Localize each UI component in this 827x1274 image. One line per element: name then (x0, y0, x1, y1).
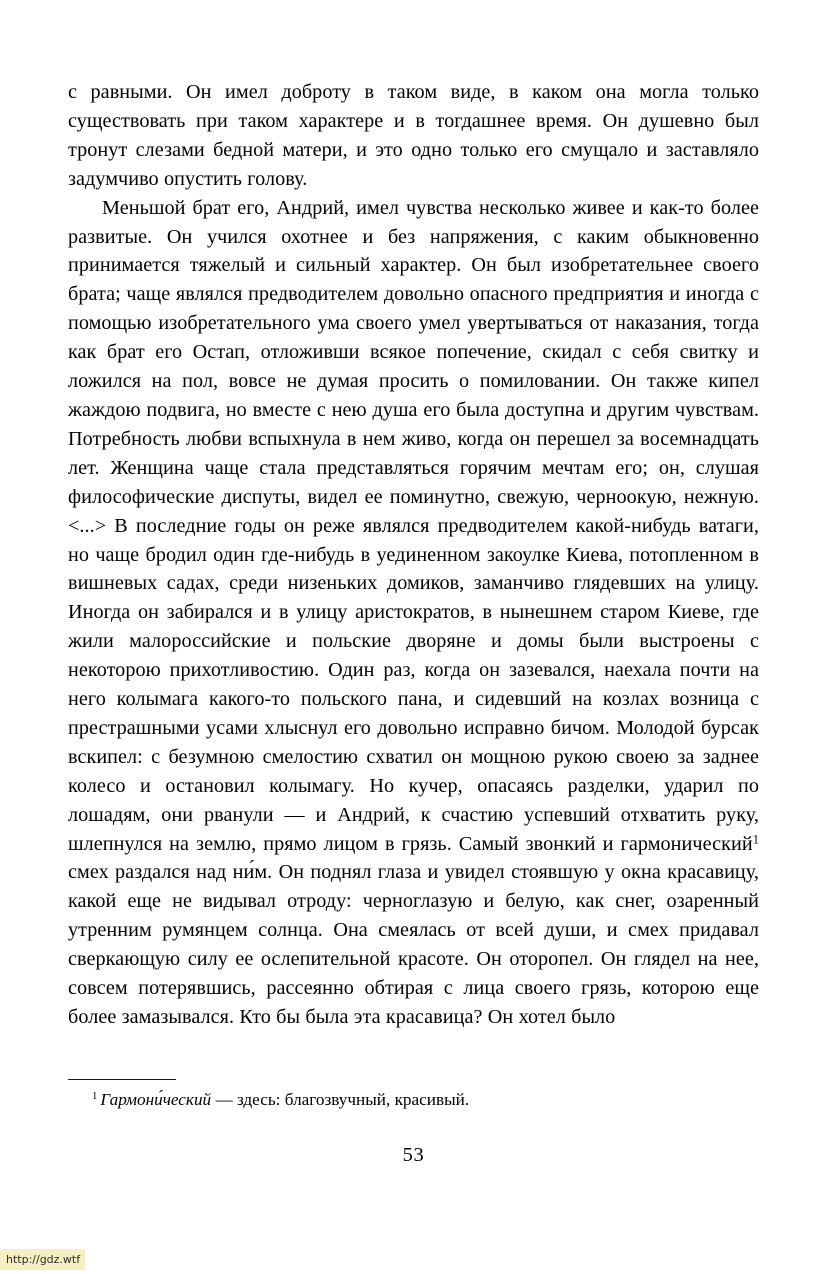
footnote-number: 1 (92, 1091, 98, 1103)
paragraph-text-after-footnote: смех раздался над ни́м. Он поднял глаза и увидел стоявшую у окна красавицу, какой еще не видывал отроду: черноглазую и белую, как снег, озаренный утренним румянцем солнца. Она смеялась от всей души, и смех придавал сверкающую силу ее ослепительной красоте. Он оторопел. Он глядел на нее, совсем потерявшись, рассеянно обтирая с лица своего грязь, которою еще более замазывался. Кто бы была эта красавица? Он хотел было (68, 861, 759, 1028)
footnote-text (68, 1089, 759, 1111)
page-number: 53 (402, 1144, 425, 1166)
footnote-block (68, 1079, 759, 1111)
body-text-column (68, 78, 759, 1032)
footnote-headword: Гармони́ческий (100, 1090, 212, 1109)
footnote-reference-marker: 1 (752, 832, 759, 847)
paragraph-text-before-footnote: Меньшой брат его, Андрий, имел чувства несколько живее и как-то более развитые. Он учился охотнее и без напряжения, с каким обыкновенно принимается тяжелый и сильный характер. Он был изобретательнее своего брата; чаще являлся предводителем довольно опасного предприятия и иногда с помощью изобретательного ума своего умел увертываться от наказания, тогда как брат его Остап, отложивши всякое попечение, скидал с себя свитку и ложился на пол, вовсе не думая просить о помиловании. Он также кипел жаждою подвига, но вместе с нею душа его была доступна и другим чувствам. Потребность любви вспыхнула в нем живо, когда он перешел за восемнадцать лет. Женщина чаще стала представляться горячим мечтам его; он, слушая философические диспуты, видел ее поминутно, свежую, черноокую, нежную. <...> В последние годы он реже являлся предводителем какой-нибудь ватаги, но чаще бродил один где-нибудь в уединенном закоулке Киева, потопленном в вишневых садах, среди низеньких домиков, заманчиво глядевших на улицу. Иногда он забирался и в улицу аристократов, в нынешнем старом Киеве, где жили малороссийские и польские дворяне и домы были выстроены с некоторою прихотливостию. Один раз, когда он зазевался, наехала почти на него колымага какого-то польского пана, и сидевший на козлах возница с престрашными усами хлыснул его довольно исправно бичом. Молодой бурсак вскипел: с безумною смелостию схватил он мощною рукою своею за заднее колесо и остановил колымагу. Но кучер, опасаясь разделки, ударил по лошадям, они рванули — и Андрий, к счастию успевший отхватить руку, шлепнулся на землю, прямо лицом в грязь. Самый звонкий и гармонический (68, 196, 759, 855)
paragraph-continued: с равными. Он имел доброту в таком виде, в каком она могла только существовать при таком характере и в тогдашнее время. Он душевно был тронут слезами бедной матери, и это одно только его смущало и заставляло задумчиво опустить голову. (68, 81, 759, 190)
watermark-badge: http://gdz.wtf (0, 1249, 85, 1270)
footnote-definition: — здесь: благозвучный, красивый. (211, 1090, 470, 1109)
footnote-separator-rule (68, 1079, 176, 1080)
paragraph-andriy (68, 194, 759, 1032)
